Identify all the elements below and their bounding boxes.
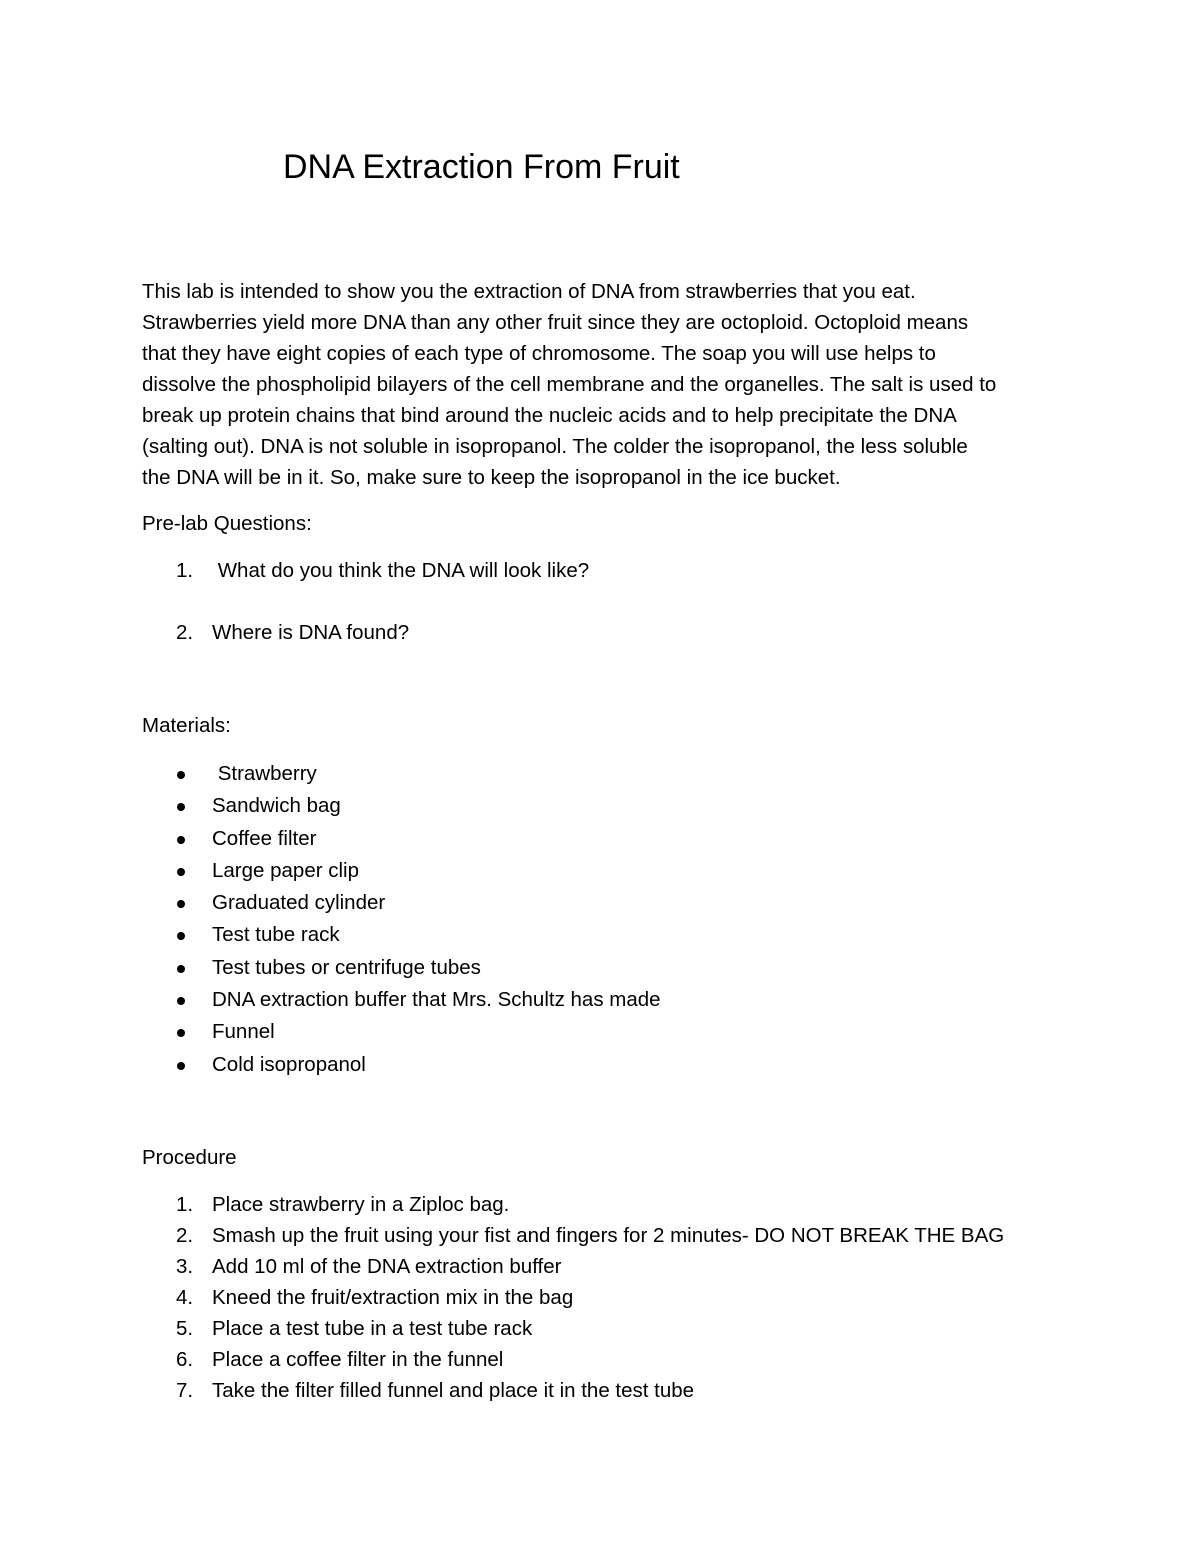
item-text: Smash up the fruit using your fist and fingers for 2 minutes- DO NOT BREAK THE BAG: [212, 1224, 1005, 1247]
materials-list: [142, 758, 1102, 1081]
list-item: [142, 984, 1102, 1016]
bullet-icon: [177, 997, 185, 1005]
list-item: [142, 919, 1102, 951]
bullet-icon: [177, 868, 185, 876]
item-text: Large paper clip: [212, 858, 360, 882]
intro-line: This lab is intended to show you the extraction of DNA from strawberries that you eat.: [142, 280, 916, 303]
item-text: Where is DNA found?: [212, 621, 410, 644]
list-item: [142, 952, 1102, 984]
list-item: [142, 1282, 1102, 1313]
intro-line: the DNA will be in it. So, make sure to keep the isopropanol in the ice bucket.: [142, 466, 841, 489]
item-text: Strawberry: [212, 762, 317, 785]
item-number: 2.: [176, 621, 194, 644]
list-item: [142, 617, 1102, 648]
list-item: [142, 1313, 1102, 1344]
bullet-icon: [177, 771, 185, 779]
item-number: 7.: [176, 1379, 194, 1402]
item-number: 6.: [176, 1348, 194, 1371]
page-title: DNA Extraction From Fruit: [283, 148, 680, 186]
materials-heading: Materials:: [142, 714, 231, 737]
bullet-icon: [177, 932, 185, 940]
item-number: 4.: [176, 1286, 194, 1309]
bullet-icon: [177, 836, 185, 844]
list-item: [142, 1344, 1102, 1375]
item-text: Place a coffee filter in the funnel: [212, 1348, 504, 1371]
item-text: Place a test tube in a test tube rack: [212, 1317, 533, 1340]
bullet-icon: [177, 900, 185, 908]
item-text: Cold isopropanol: [212, 1052, 366, 1076]
item-text: Kneed the fruit/extraction mix in the bag: [212, 1286, 574, 1309]
bullet-icon: [177, 1029, 185, 1037]
item-text: Graduated cylinder: [212, 891, 386, 915]
bullet-icon: [177, 1062, 185, 1070]
list-item: [142, 758, 1102, 790]
item-text: Coffee filter: [212, 826, 317, 850]
intro-line: that they have eight copies of each type of chromosome. The soap you will use helps to: [142, 342, 936, 365]
list-item: [142, 1251, 1102, 1282]
list-item: [142, 855, 1102, 887]
bullet-icon: [177, 965, 185, 973]
item-number: 1.: [176, 1193, 194, 1216]
list-item: [142, 1220, 1102, 1251]
item-number: 3.: [176, 1255, 194, 1278]
list-item: [142, 555, 1102, 586]
intro-paragraph: [142, 276, 1062, 493]
item-number: 1.: [176, 559, 194, 582]
list-item: [142, 1016, 1102, 1048]
item-text: DNA extraction buffer that Mrs. Schultz has made: [212, 988, 661, 1012]
item-text: Sandwich bag: [212, 794, 341, 818]
list-item: [142, 1049, 1102, 1081]
prelab-heading: Pre-lab Questions:: [142, 512, 312, 535]
bullet-icon: [177, 803, 185, 811]
item-text: Test tube rack: [212, 923, 340, 947]
list-item: [142, 1375, 1102, 1406]
intro-line: break up protein chains that bind around the nucleic acids and to help precipitate the DNA: [142, 404, 957, 427]
item-text: Take the filter filled funnel and place it in the test tube: [212, 1379, 695, 1402]
list-item: [142, 887, 1102, 919]
procedure-heading: Procedure: [142, 1146, 237, 1169]
item-text: Funnel: [212, 1020, 275, 1044]
item-text: Test tubes or centrifuge tubes: [212, 955, 481, 979]
item-number: 2.: [176, 1224, 194, 1247]
item-text: Add 10 ml of the DNA extraction buffer: [212, 1255, 562, 1278]
procedure-steps-list: [142, 1189, 1102, 1406]
list-item: [142, 1189, 1102, 1220]
intro-line: (salting out). DNA is not soluble in isopropanol. The colder the isopropanol, the less soluble: [142, 435, 968, 458]
list-item: [142, 790, 1102, 822]
intro-line: Strawberries yield more DNA than any other fruit since they are octoploid. Octoploid means: [142, 311, 969, 334]
list-item: [142, 823, 1102, 855]
item-text: What do you think the DNA will look like?: [212, 559, 590, 582]
prelab-questions-list: [142, 555, 1102, 648]
intro-line: dissolve the phospholipid bilayers of the cell membrane and the organelles. The salt is used to: [142, 373, 997, 396]
item-text: Place strawberry in a Ziploc bag.: [212, 1193, 510, 1216]
item-number: 5.: [176, 1317, 194, 1340]
